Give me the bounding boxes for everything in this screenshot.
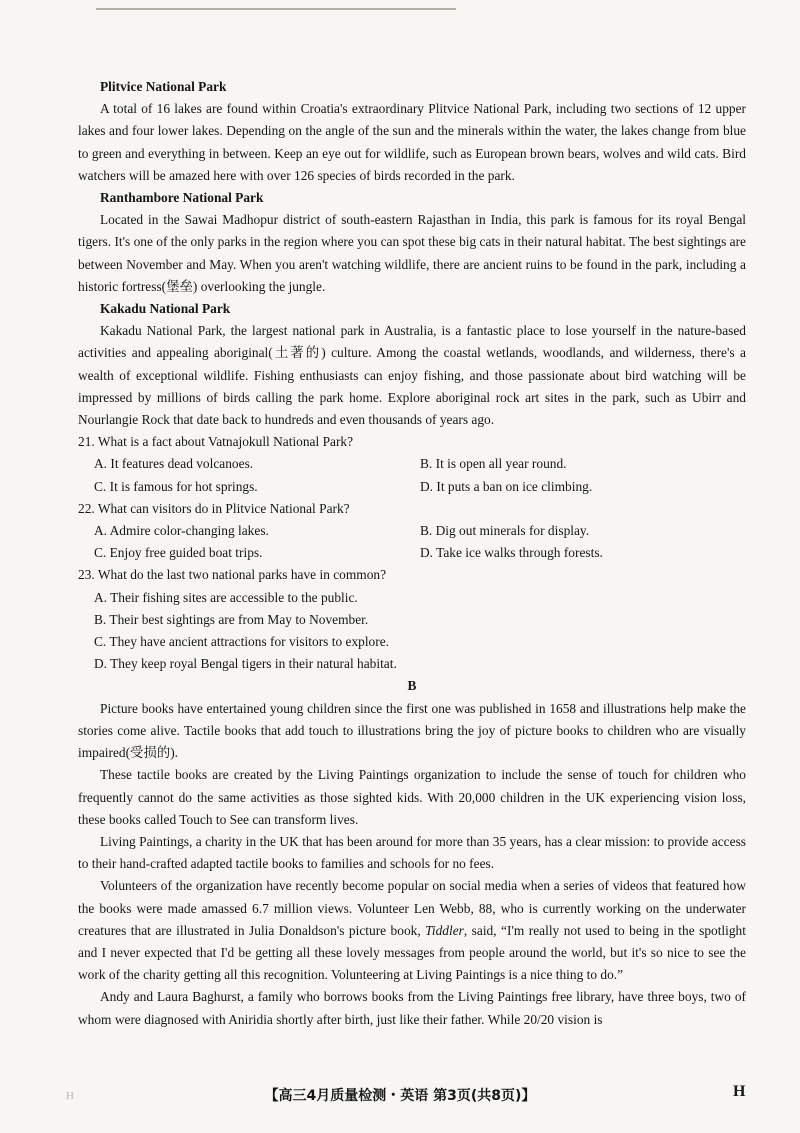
question-23-option-d[interactable]: D. They keep royal Bengal tigers in their natural habitat.: [94, 656, 397, 672]
plitvice-heading: Plitvice National Park: [100, 79, 227, 94]
kakadu-heading: Kakadu National Park: [100, 301, 231, 317]
question-23: [78, 564, 746, 675]
section-b-paragraph-5: Andy and Laura Baghurst, a family who borrows books from the Living Paintings free library, have three boys, two of whom were diagnosed with Aniridia shortly after birth, just like their father. While 20/20 vision is: [78, 989, 746, 1027]
section-b-paragraph-2: These tactile books are created by the Living Paintings organization to include the sense of touch for children who frequently cannot do the same activities as those sighted kids. With 20,000 children in the UK experiencing vision loss, these books called Touch to See can transform lives.: [78, 767, 746, 827]
question-23-options: [78, 587, 746, 676]
section-b-paragraph-3: Living Paintings, a charity in the UK that has been around for more than 35 years, has a clear mission: to provide access to their hand-crafted adapted tactile books to families and schools for no fees.: [78, 833, 746, 872]
question-21-stem: 21. What is a fact about Vatnajokull National Park?: [78, 434, 354, 450]
question-23-option-b[interactable]: B. Their best sightings are from May to November.: [94, 611, 369, 627]
page-footer: 【高三4月质量检测・英语 第3页(共8页)】: [264, 1088, 536, 1104]
question-22-option-b[interactable]: B. Dig out minerals for display.: [420, 523, 590, 539]
ranthambore-text: Located in the Sawai Madhopur district of south-eastern Rajasthan in India, this park is famous for its royal Bengal tigers. It's one of the only parks in the region where you can spot these big cats in their natural habitat. The best sightings are between November and May. When you aren't watching wildlife, there are ancient ruins to be found in the park, including a historic fortress(堡垒) overlooking the jungle.: [78, 212, 746, 294]
exam-page-content: [78, 76, 746, 1031]
ranthambore-heading: Ranthambore National Park: [100, 190, 264, 206]
kakadu-text: Kakadu National Park, the largest national park in Australia, is a fantastic place to lose yourself in the nature-based activities and appealing aboriginal(土著的) culture. Among the coastal wetlands, woodlands, and wilderness, there's a wealth of exceptional wildlife. Fishing enthusiasts can enjoy fishing, and those passionate about bird watching will be impressed by millions of birds calling the park home. Explore aboriginal rock art sites in the park, such as Ubirr and Nourlangie Rock that date back to hundreds and even thousands of years ago.: [78, 323, 746, 428]
question-22-stem: 22. What can visitors do in Plitvice National Park?: [78, 500, 350, 516]
top-border-line: [96, 8, 456, 10]
footer-version-letter: H: [733, 1083, 746, 1100]
question-21-option-a[interactable]: A. It features dead volcanoes.: [94, 456, 254, 472]
question-22: [78, 498, 746, 565]
plitvice-text: A total of 16 lakes are found within Croatia's extraordinary Plitvice National Park, including two sections of 12 upper lakes and four lower lakes. Depending on the angle of the sun and the minerals within the water, the lakes change from blue to green and everything in between. Keep an eye out for wildlife, such as European brown bears, wolves and wild cats. Bird watchers will be amazed here with over 126 species of birds recorded in the park.: [78, 101, 746, 183]
book-title-tiddler: Tiddler: [425, 922, 464, 938]
footer-left-mark: H: [66, 1090, 74, 1102]
section-b-label: B: [407, 678, 417, 694]
section-b-paragraph-1: Picture books have entertained young children since the first one was published in 1658 and illustrations help make the stories come alive. Tactile books that add touch to illustrations bring the joy of picture books to children who are visually impaired(受损的).: [78, 700, 746, 761]
paragraph-4-part-2: , said, “I'm really not used to being in the spotlight and I never expected that I'd be getting all these lovely messages from people around the world, but it's so nice to see the work of the charity getting all this recognition. Volunteering at Living Paintings is a nice thing to do.”: [78, 922, 746, 983]
question-23-stem: 23. What do the last two national parks have in common?: [78, 567, 387, 583]
question-21: [78, 431, 746, 498]
question-21-option-d[interactable]: D. It puts a ban on ice climbing.: [420, 478, 593, 494]
question-22-options: [78, 520, 746, 564]
question-22-option-a[interactable]: A. Admire color-changing lakes.: [94, 523, 269, 539]
question-23-option-c[interactable]: C. They have ancient attractions for visitors to explore.: [94, 634, 390, 650]
question-21-options: [78, 453, 746, 497]
question-22-option-c[interactable]: C. Enjoy free guided boat trips.: [94, 545, 263, 561]
paragraph-4-part-1: Volunteers of the organization have recently become popular on social media when a series of videos that featured how the books were made amassed 6.7 million views. Volunteer Len Webb, 88, who is currently working on the underwater creatures that are illustrated in Julia Donaldson's picture book,: [78, 878, 746, 938]
question-21-option-b[interactable]: B. It is open all year round.: [420, 456, 567, 472]
question-22-option-d[interactable]: D. Take ice walks through forests.: [420, 545, 603, 561]
question-21-option-c[interactable]: C. It is famous for hot springs.: [94, 478, 258, 494]
question-23-option-a[interactable]: A. Their fishing sites are accessible to the public.: [94, 589, 358, 605]
section-b-paragraph-4: [78, 875, 746, 986]
